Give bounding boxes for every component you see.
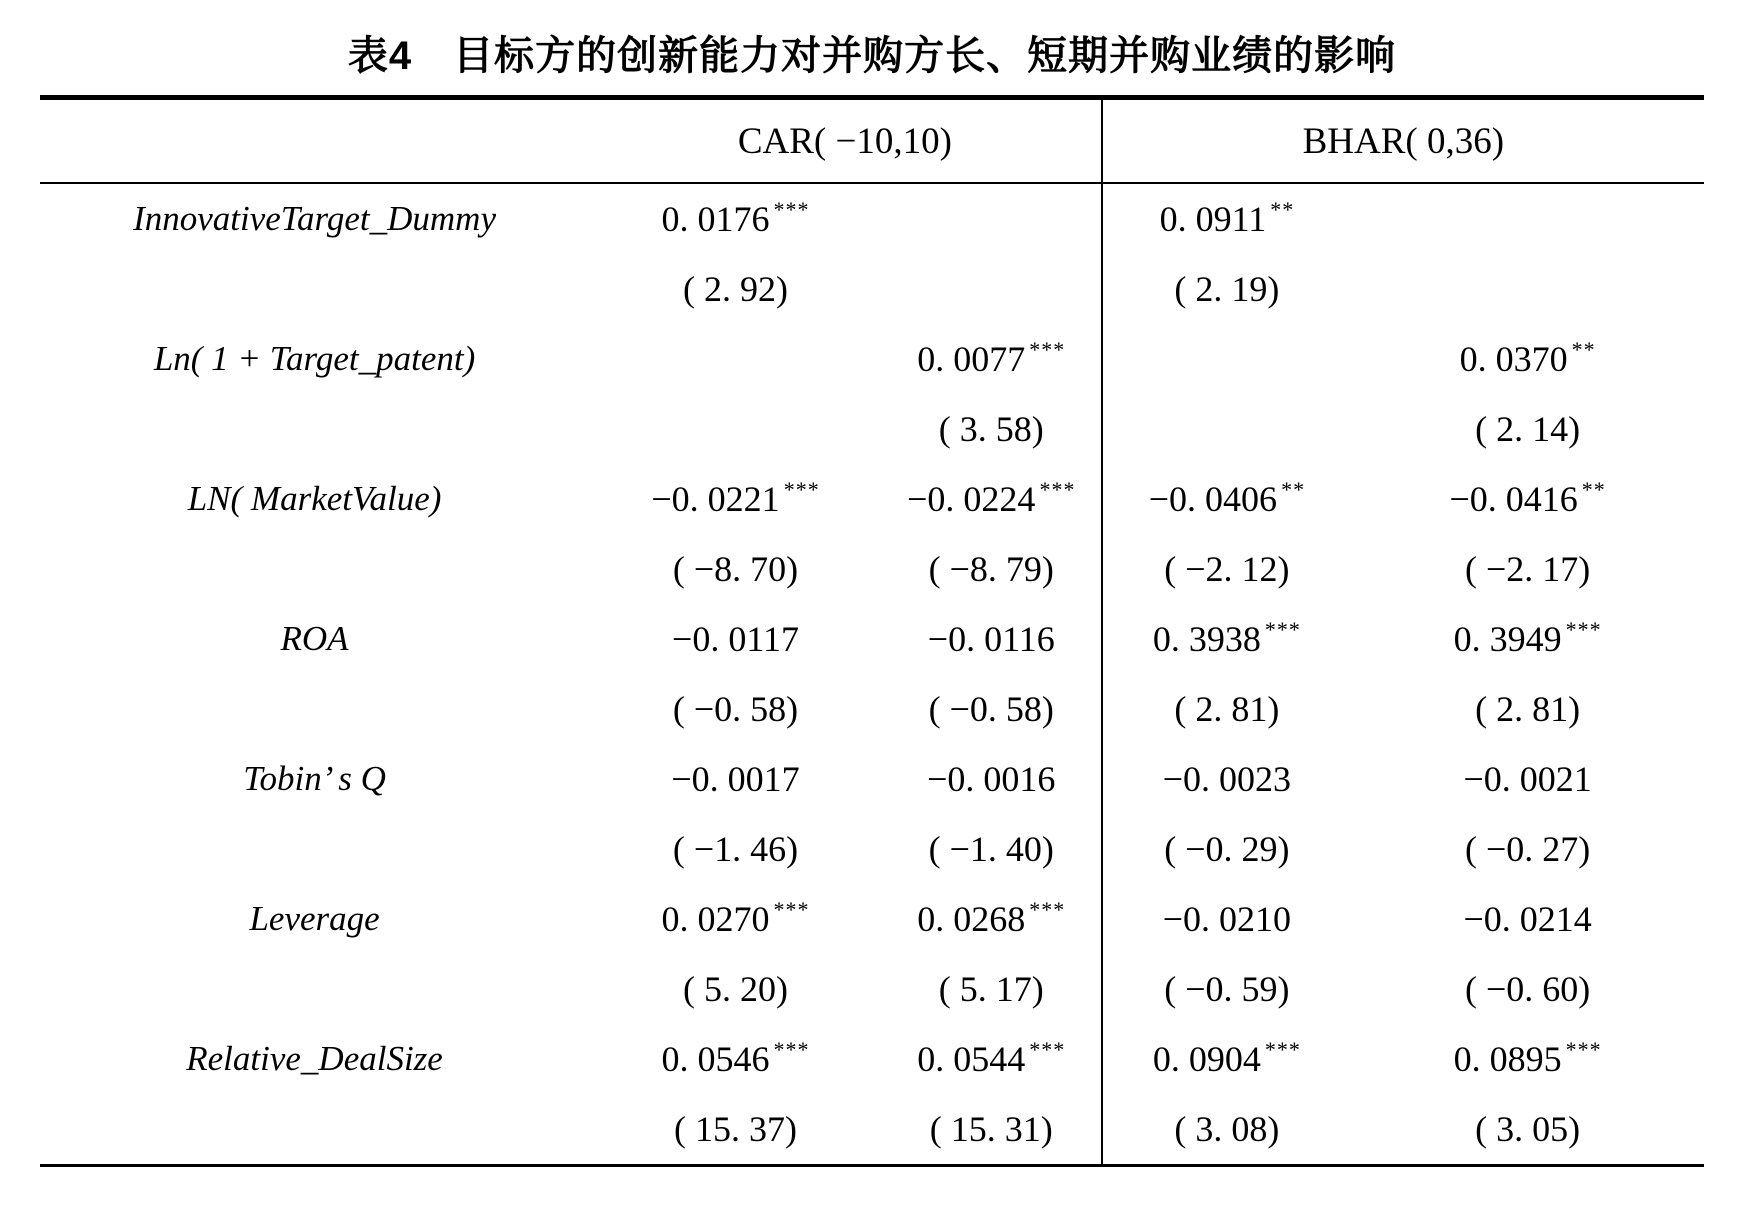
significance-stars: *** <box>1029 1037 1066 1062</box>
significance-stars: *** <box>1565 617 1602 642</box>
tstat-cell: ( −1. 46) <box>672 829 799 869</box>
coefficient-row <box>40 1024 1704 1094</box>
coefficient-value: 0. 0370 <box>1459 339 1568 379</box>
coefficient-value: −0. 0016 <box>927 759 1056 799</box>
significance-stars: ** <box>1581 477 1606 502</box>
tstat-row <box>40 254 1704 324</box>
significance-stars: *** <box>773 897 810 922</box>
coefficient-value: −0. 0017 <box>671 759 800 799</box>
significance-stars: *** <box>773 197 810 222</box>
coefficient-cell <box>882 183 1102 254</box>
coefficient-cell <box>1102 884 1352 954</box>
coefficient-row <box>40 324 1704 394</box>
coefficient-value: 0. 0895 <box>1453 1039 1562 1079</box>
empty-cell <box>40 674 589 744</box>
tstat-cell: ( 2. 81) <box>1174 689 1280 729</box>
header-corner-cell <box>40 98 589 184</box>
tstat-cell: ( 2. 19) <box>1174 269 1280 309</box>
significance-stars: *** <box>1565 1037 1602 1062</box>
coefficient-value: −0. 0117 <box>672 619 800 659</box>
coefficient-cell <box>589 884 882 954</box>
coefficient-value: 0. 0904 <box>1152 1039 1261 1079</box>
coefficient-cell <box>882 884 1102 954</box>
tstat-row <box>40 674 1704 744</box>
significance-stars: *** <box>1264 1037 1301 1062</box>
coefficient-cell <box>589 744 882 814</box>
coefficient-cell <box>1102 744 1352 814</box>
significance-stars: *** <box>1264 617 1301 642</box>
coefficient-value: 0. 0268 <box>917 899 1026 939</box>
empty-cell <box>40 534 589 604</box>
table-title: 表4 目标方的创新能力对并购方长、短期并购业绩的影响 <box>347 34 1397 78</box>
coefficient-value: 0. 0911 <box>1159 199 1267 239</box>
coefficient-cell <box>589 1024 882 1094</box>
coefficient-cell <box>1351 884 1704 954</box>
table-body <box>40 183 1704 1166</box>
coefficient-row <box>40 464 1704 534</box>
coefficient-cell <box>882 324 1102 394</box>
tstat-cell: ( −0. 59) <box>1164 969 1290 1009</box>
coefficient-value: −0. 0214 <box>1463 899 1592 939</box>
coefficient-cell <box>1102 464 1352 534</box>
tstat-cell: ( −2. 17) <box>1464 549 1591 589</box>
tstat-cell: ( −0. 58) <box>882 674 1102 744</box>
header-car: CAR( −10,10) <box>589 98 1102 184</box>
header-bhar: BHAR( 0,36) <box>1102 98 1704 184</box>
coefficient-value: 0. 0077 <box>917 339 1026 379</box>
tstat-cell: ( −0. 60) <box>1464 969 1591 1009</box>
empty-cell <box>40 394 589 464</box>
variable-name: LN( MarketValue) <box>187 479 442 518</box>
coefficient-row <box>40 884 1704 954</box>
tstat-cell: ( 2. 14) <box>1475 409 1581 449</box>
empty-cell <box>40 1094 589 1166</box>
significance-stars: *** <box>1039 477 1076 502</box>
coefficient-row <box>40 604 1704 674</box>
tstat-row <box>40 954 1704 1024</box>
tstat-cell <box>1351 254 1704 324</box>
variable-name: Relative_DealSize <box>186 1039 443 1078</box>
variable-name: InnovativeTarget_Dummy <box>133 199 496 238</box>
coefficient-value: −0. 0224 <box>907 479 1036 519</box>
significance-stars: *** <box>1029 897 1066 922</box>
coefficient-cell <box>882 464 1102 534</box>
coefficient-cell <box>882 744 1102 814</box>
tstat-cell: ( −0. 29) <box>1164 829 1290 869</box>
tstat-row <box>40 814 1704 884</box>
coefficient-value: 0. 0546 <box>661 1039 770 1079</box>
empty-cell <box>40 814 589 884</box>
coefficient-cell <box>1351 604 1704 674</box>
tstat-cell: ( 3. 05) <box>1475 1109 1581 1149</box>
empty-cell <box>40 254 589 324</box>
coefficient-cell <box>1351 324 1704 394</box>
significance-stars: *** <box>783 477 820 502</box>
significance-stars: *** <box>773 1037 810 1062</box>
tstat-cell: ( −0. 27) <box>1464 829 1591 869</box>
tstat-cell: ( 2. 81) <box>1475 689 1581 729</box>
coefficient-cell <box>1351 464 1704 534</box>
tstat-cell: ( 3. 08) <box>1174 1109 1280 1149</box>
coefficient-value: 0. 0544 <box>917 1039 1026 1079</box>
coefficient-cell <box>589 183 882 254</box>
coefficient-cell <box>1102 604 1352 674</box>
tstat-cell: ( 5. 20) <box>683 969 789 1009</box>
significance-stars: ** <box>1281 477 1306 502</box>
tstat-cell: ( −2. 12) <box>1164 549 1290 589</box>
tstat-cell <box>1102 394 1352 464</box>
tstat-cell: ( −8. 79) <box>882 534 1102 604</box>
variable-name: Leverage <box>249 899 380 938</box>
coefficient-row <box>40 183 1704 254</box>
header-row <box>40 98 1704 184</box>
coefficient-value: 0. 3949 <box>1453 619 1562 659</box>
variable-name: Ln( 1 + Target_patent) <box>153 339 476 378</box>
tstat-cell <box>589 394 882 464</box>
coefficient-cell <box>589 324 882 394</box>
significance-stars: *** <box>1029 337 1066 362</box>
tstat-cell: ( 15. 31) <box>882 1094 1102 1166</box>
tstat-cell: ( −1. 40) <box>882 814 1102 884</box>
coefficient-value: −0. 0210 <box>1162 899 1292 939</box>
coefficient-value: 0. 0176 <box>661 199 770 239</box>
tstat-cell: ( −0. 58) <box>672 689 799 729</box>
regression-table <box>40 95 1704 1167</box>
tstat-cell: ( 5. 17) <box>882 954 1102 1024</box>
significance-stars: ** <box>1571 337 1596 362</box>
tstat-cell: ( 3. 58) <box>882 394 1102 464</box>
coefficient-cell <box>882 604 1102 674</box>
coefficient-cell <box>589 604 882 674</box>
coefficient-value: −0. 0406 <box>1148 479 1278 519</box>
coefficient-value: −0. 0021 <box>1463 759 1592 799</box>
tstat-cell: ( 2. 92) <box>683 269 789 309</box>
coefficient-value: −0. 0221 <box>651 479 780 519</box>
coefficient-cell <box>1102 324 1352 394</box>
tstat-cell: ( −8. 70) <box>672 549 799 589</box>
coefficient-value: −0. 0416 <box>1449 479 1578 519</box>
significance-stars: ** <box>1270 197 1295 222</box>
coefficient-value: −0. 0023 <box>1162 759 1292 799</box>
coefficient-cell <box>1351 744 1704 814</box>
coefficient-value: 0. 3938 <box>1152 619 1261 659</box>
coefficient-cell <box>1351 1024 1704 1094</box>
coefficient-cell <box>589 464 882 534</box>
coefficient-value: −0. 0116 <box>927 619 1055 659</box>
tstat-cell <box>882 254 1102 324</box>
coefficient-cell <box>1102 183 1352 254</box>
tstat-row <box>40 394 1704 464</box>
tstat-row <box>40 1094 1704 1166</box>
tstat-row <box>40 534 1704 604</box>
empty-cell <box>40 954 589 1024</box>
variable-name: ROA <box>280 619 349 658</box>
coefficient-cell <box>882 1024 1102 1094</box>
tstat-cell: ( 15. 37) <box>674 1109 798 1149</box>
variable-name: Tobin’ s Q <box>243 759 386 798</box>
coefficient-value: 0. 0270 <box>661 899 770 939</box>
coefficient-cell <box>1102 1024 1352 1094</box>
coefficient-cell <box>1351 183 1704 254</box>
coefficient-row <box>40 744 1704 814</box>
